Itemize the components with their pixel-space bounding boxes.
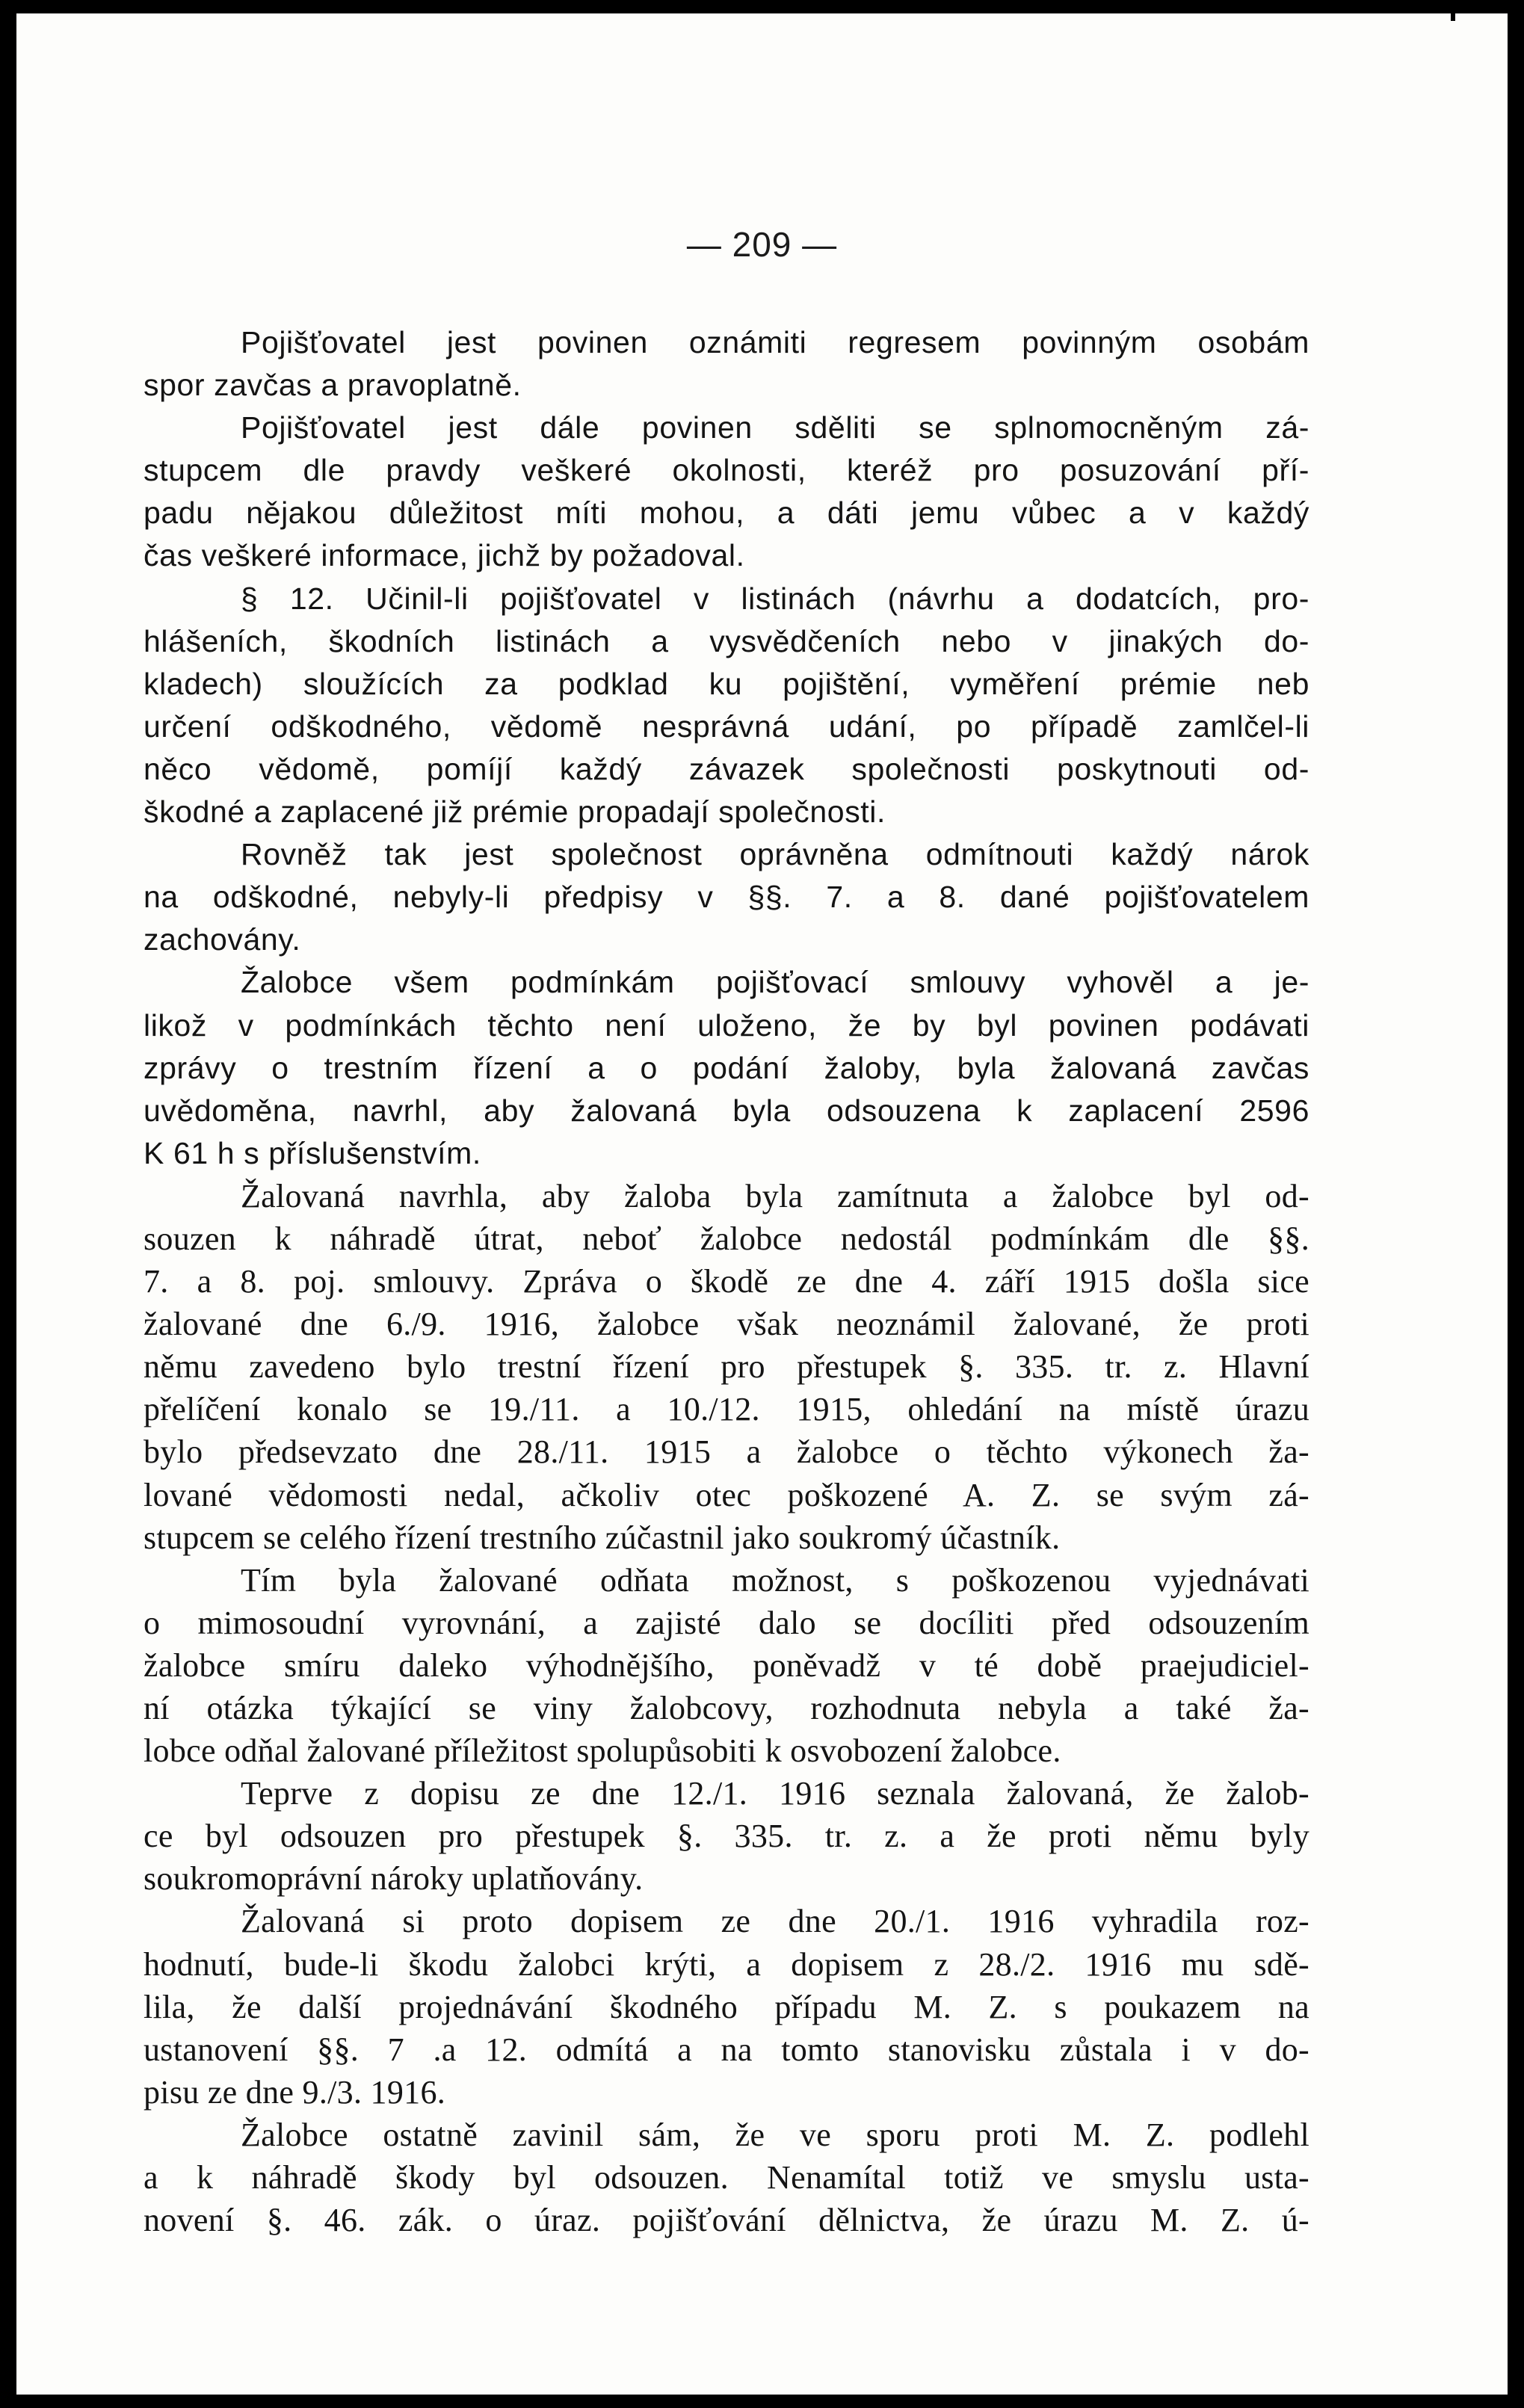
text-line: na odškodné, nebyly-li předpisy v §§. 7. a 8. dané pojišťovatelem bbox=[144, 880, 1309, 915]
text-line: soukromoprávní nároky uplatňovány. bbox=[144, 1860, 644, 1898]
text-line: kladech) sloužících za podklad ku pojištění, vyměření prémie neb bbox=[144, 666, 1309, 701]
text-line: stupcem se celého řízení trestního zúčastnil jako soukromý účastník. bbox=[144, 1519, 1061, 1556]
text-line: zachovány. bbox=[144, 922, 301, 957]
text-line: žalované dne 6./9. 1916, žalobce však neoznámil žalované, že proti bbox=[144, 1306, 1309, 1343]
text-line: hlášeních, škodních listinách a vysvědčeních nebo v jinakých do- bbox=[144, 623, 1309, 658]
text-line: Pojišťovatel jest povinen oznámiti regresem povinným osobám bbox=[241, 325, 1309, 359]
text-line: lila, že další projednávání škodného případu M. Z. s poukazem na bbox=[144, 1988, 1309, 2025]
text-line: Rovněž tak jest společnost oprávněna odmítnouti každý nárok bbox=[241, 837, 1309, 872]
text-line: lobce odňal žalované příležitost spolupůsobiti k osvobození žalobce. bbox=[144, 1732, 1061, 1770]
body-text bbox=[144, 321, 1309, 2241]
text-line: 7. a 8. poj. smlouvy. Zpráva o škodě ze dne 4. září 1915 došla sice bbox=[144, 1263, 1309, 1300]
text-line: bylo předsevzato dne 28./11. 1915 a žalobce o těchto výkonech ža- bbox=[144, 1433, 1309, 1471]
text-line: němu zavedeno bylo trestní řízení pro přestupek §. 335. tr. z. Hlavní bbox=[144, 1348, 1309, 1386]
text-line: Žalobce ostatně zavinil sám, že ve sporu proti M. Z. podlehl bbox=[241, 2116, 1309, 2153]
text-line: Žalovaná navrhla, aby žaloba byla zamítnuta a žalobce byl od- bbox=[241, 1177, 1309, 1214]
scan-mark bbox=[1451, 13, 1455, 21]
text-line: ní otázka týkající se viny žalobcovy, rozhodnuta nebyla a také ža- bbox=[144, 1690, 1309, 1726]
text-line: Tím byla žalované odňata možnost, s poškozenou vyjednávati bbox=[241, 1561, 1309, 1599]
text-line: hodnutí, bude-li škodu žalobci krýti, a dopisem z 28./2. 1916 mu sdě- bbox=[144, 1945, 1309, 1983]
text-line: čas veškeré informace, jichž by požadoval. bbox=[144, 538, 745, 573]
text-line: uvědoměna, navrhl, aby žalovaná byla odsouzena k zaplacení 2596 bbox=[144, 1093, 1309, 1128]
text-line: novení §. 46. zák. o úraz. pojišťování dělnictva, že úrazu M. Z. ú- bbox=[144, 2202, 1309, 2239]
book-page bbox=[16, 13, 1508, 2395]
text-line: souzen k náhradě útrat, neboť žalobce nedostál podmínkám dle §§. bbox=[144, 1220, 1309, 1257]
text-line: škodné a zaplacené již prémie propadají společnosti. bbox=[144, 794, 886, 830]
text-line: určení odškodného, vědomě nesprávná udání, po případě zamlčel-li bbox=[144, 708, 1309, 744]
text-line: lované vědomosti nedal, ačkoliv otec poškozené A. Z. se svým zá- bbox=[144, 1476, 1309, 1513]
text-line: Teprve z dopisu ze dne 12./1. 1916 seznala žalovaná, že žalob- bbox=[241, 1775, 1309, 1812]
text-line: likož v podmínkách těchto není uloženo, že by byl povinen podávati bbox=[144, 1007, 1309, 1043]
text-line: přelíčení konalo se 19./11. a 10./12. 1915, ohledání na místě úrazu bbox=[144, 1391, 1309, 1428]
text-line: žalobce smíru daleko výhodnějšího, poněvadž v té době praejudiciel- bbox=[144, 1646, 1309, 1684]
text-line: Pojišťovatel jest dále povinen sděliti se splnomocněným zá- bbox=[241, 410, 1309, 445]
text-line: spor zavčas a pravoplatně. bbox=[144, 368, 522, 403]
text-line: a k náhradě škody byl odsouzen. Nenamítal totiž ve smyslu usta- bbox=[144, 2159, 1309, 2196]
text-line: pisu ze dne 9./3. 1916. bbox=[144, 2073, 446, 2111]
text-line: něco vědomě, pomíjí každý závazek společnosti poskytnouti od- bbox=[144, 751, 1309, 786]
text-line: zprávy o trestním řízení a o podání žaloby, byla žalovaná zavčas bbox=[144, 1050, 1309, 1085]
text-line: K 61 h s příslušenstvím. bbox=[144, 1135, 481, 1170]
text-line: o mimosoudní vyrovnání, a zajisté dalo se docíliti před odsouzením bbox=[144, 1604, 1309, 1641]
text-line: ustanovení §§. 7 .a 12. odmítá a na tomto stanovisku zůstala i v do- bbox=[144, 2031, 1309, 2068]
text-line: § 12. Učinil-li pojišťovatel v listinách (návrhu a dodatcích, pro- bbox=[241, 581, 1309, 616]
text-line: padu nějakou důležitost míti mohou, a dáti jemu vůbec a v každý bbox=[144, 496, 1309, 531]
text-line: ce byl odsouzen pro přestupek §. 335. tr. z. a že proti němu byly bbox=[144, 1818, 1309, 1855]
text-line: Žalobce všem podmínkám pojišťovací smlouvy vyhověl a je- bbox=[241, 965, 1309, 1000]
text-line: stupcem dle pravdy veškeré okolnosti, kteréž pro posuzování pří- bbox=[144, 453, 1309, 488]
page-number: — 209 — bbox=[686, 225, 838, 264]
text-line: Žalovaná si proto dopisem ze dne 20./1. 1916 vyhradila roz- bbox=[241, 1903, 1309, 1940]
